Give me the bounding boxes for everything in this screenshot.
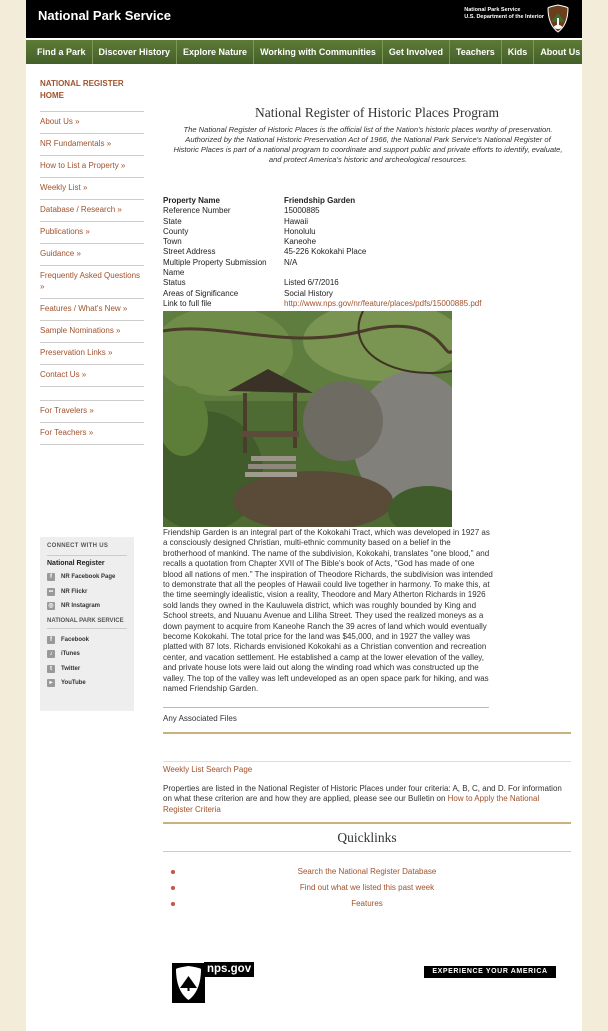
agency-line-1: National Park Service — [464, 7, 521, 13]
connect-header: CONNECT WITH US — [47, 543, 127, 556]
nav-teachers[interactable]: Teachers — [450, 40, 502, 64]
prop-value: N/A — [284, 257, 298, 267]
intro-paragraph: The National Register of Historic Places is the official list of the Nation's historic places worthy of preservation. Authorized by the National Historic Preservation Act of 1966, the National Park Service's National Register of Historic Places is part of a national program to coordinate and support public and private efforts to identify, evaluate, and protect America's historic and archeological resources. — [173, 125, 563, 164]
table-row — [163, 206, 571, 216]
agency-text — [464, 7, 544, 21]
table-row — [163, 217, 571, 227]
table-row — [163, 289, 571, 299]
sidebar-item-how-to-list[interactable]: How to List a Property » — [40, 155, 144, 177]
prop-key: Link to full file — [163, 298, 212, 308]
prop-key: Town — [163, 237, 182, 247]
footer-nps-gov[interactable]: nps.gov — [204, 962, 254, 977]
quicklinks-title: Quicklinks — [337, 830, 397, 845]
nav-find-a-park[interactable]: Find a Park — [26, 40, 93, 64]
sidebar-divider — [40, 386, 144, 400]
table-row — [163, 237, 571, 247]
page — [26, 0, 582, 1031]
prop-value: 45-226 Kokokahi Place — [284, 247, 367, 257]
agency-line-2: U.S. Department of the Interior — [464, 14, 544, 20]
nps-itunes-link[interactable] — [47, 647, 127, 662]
quicklink-listed-this-week[interactable]: Find out what we listed this past week — [299, 883, 435, 892]
sidebar-item-preservation-links[interactable]: Preservation Links » — [40, 342, 144, 364]
prop-value: Hawaii — [284, 216, 309, 226]
nr-social-title: National Register — [47, 560, 105, 567]
sidebar-item-contact-us[interactable]: Contact Us » — [40, 364, 144, 386]
nav-working-with-communities[interactable]: Working with Communities — [254, 40, 383, 64]
nps-youtube-link[interactable] — [47, 676, 127, 691]
sidebar-item-features[interactable]: Features / What's New » — [40, 298, 144, 320]
main-content — [163, 105, 571, 908]
section-divider — [163, 822, 571, 824]
nps-facebook-label: Facebook — [61, 636, 90, 643]
nr-facebook-link[interactable] — [47, 570, 127, 585]
nps-arrowhead-icon[interactable] — [172, 963, 205, 1003]
prop-value: Honolulu — [284, 226, 316, 236]
description-paragraph: Friendship Garden is an integral part of the Kokokahi Tract, which was developed in 1927 as a consciously designed Christian, multi-ethnic community based on a belief in the brotherhood of mankind. The name of the subdivision, Kokokahi, translates "one blood," and recalls a quotation from Chapter XVII of The Bible's book of Acts, "God has made of one blood all nations of men." The inspiration of Theodore Richards, the subdivision was intended to demonstrate that all the peoples of Hawaii could live together in harmony. To make this, at the time seemingly idealistic, vision a reality, Theodore and Mary Atherton Richards in 1926 sold lands they owned in the Kauluwela district, which was roughly bounded by King and School streets, and Nuuanu Avenue and Liliha Street. They used the realized moneys as a down payment to acquire from Kaneohe Ranch the 39 acres of land which would eventually become Kokokahi. The total price for the land was $45,000, and in 1927 the valley was platted with 87 lots. Richards envisioned Kokokahi as a Christian convention and recreation center, and vacation settlement. He established a camp at the lower elevation of the valley, and private house lots were laid out along the winding road which was constructed up the valley. The top of the valley was left undeveloped as an open space park for hiking, and was named Friendship Garden. — [163, 528, 493, 694]
sidebar-item-guidance[interactable]: Guidance » — [40, 243, 144, 265]
nps-twitter-label: Twitter — [61, 665, 81, 672]
table-row — [163, 258, 571, 279]
nps-twitter-link[interactable] — [47, 662, 127, 677]
nps-arrowhead-icon[interactable] — [547, 4, 569, 33]
nav-about-us[interactable]: About Us — [540, 47, 581, 57]
prop-key: Multiple Property Submission Name — [163, 257, 267, 278]
sidebar-item-sample-nominations[interactable]: Sample Nominations » — [40, 320, 144, 342]
prop-key: Reference Number — [163, 206, 231, 216]
prop-key: County — [163, 226, 189, 236]
prop-key: Property Name — [163, 196, 220, 205]
top-bar — [26, 0, 582, 38]
friendship-garden-photo — [163, 311, 452, 527]
prop-key: Areas of Significance — [163, 288, 239, 298]
weekly-list-search-link[interactable]: Weekly List Search Page — [163, 765, 253, 774]
criteria-text: Properties are listed in the National Register of Historic Places under four criteria: A, B, C, and D. For information on what these criterion are and how they are applied, please see our Bulletin on — [163, 784, 562, 804]
prop-value: Listed 6/7/2016 — [284, 278, 339, 288]
nr-instagram-link[interactable] — [47, 599, 127, 614]
quicklink-features[interactable]: Features — [351, 899, 383, 908]
nr-facebook-label: NR Facebook Page — [61, 574, 116, 581]
nps-facebook-link[interactable] — [47, 633, 127, 648]
sidebar-title[interactable]: NATIONAL REGISTER HOME — [40, 79, 124, 100]
full-file-link[interactable]: http://www.nps.gov/nr/feature/places/pdfs/15000885.pdf — [284, 298, 482, 308]
section-divider — [163, 732, 571, 734]
twitter-icon: t — [47, 665, 55, 673]
associated-files[interactable]: Any Associated Files — [163, 707, 489, 723]
sidebar-item-weekly-list[interactable]: Weekly List » — [40, 177, 144, 199]
prop-value: 15000885 — [284, 206, 320, 216]
table-row — [163, 227, 571, 237]
footer-tagline: EXPERIENCE YOUR AMERICA — [424, 966, 556, 978]
main-nav — [26, 40, 582, 64]
nps-social-title: NATIONAL PARK SERVICE — [47, 617, 127, 629]
sidebar-divider — [40, 444, 144, 445]
nr-flickr-label: NR Flickr — [61, 588, 88, 595]
nps-itunes-label: iTunes — [61, 651, 80, 658]
table-row — [163, 278, 571, 288]
criteria-paragraph — [163, 784, 567, 815]
nr-flickr-link[interactable] — [47, 585, 127, 600]
flickr-icon: •• — [48, 588, 54, 595]
nav-discover-history[interactable]: Discover History — [93, 40, 178, 64]
sidebar-item-faq[interactable]: Frequently Asked Questions » — [40, 265, 144, 298]
facebook-icon: f — [47, 636, 55, 644]
page-title: National Register of Historic Places Program — [254, 105, 500, 120]
nav-kids[interactable]: Kids — [502, 40, 535, 64]
table-row — [163, 247, 571, 257]
sidebar-item-about-us[interactable]: About Us » — [40, 111, 144, 133]
prop-value: Friendship Garden — [284, 196, 356, 205]
sidebar — [40, 78, 144, 445]
sidebar-item-nr-fundamentals[interactable]: NR Fundamentals » — [40, 133, 144, 155]
sidebar-item-for-travelers[interactable]: For Travelers » — [40, 400, 144, 422]
prop-key: Status — [163, 278, 186, 288]
divider — [163, 761, 571, 762]
nav-explore-nature[interactable]: Explore Nature — [177, 40, 254, 64]
prop-key: State — [163, 216, 182, 226]
table-row — [163, 196, 571, 206]
instagram-icon: ◎ — [48, 603, 54, 610]
nps-youtube-label: YouTube — [61, 680, 86, 687]
itunes-icon: ♪ — [47, 650, 55, 658]
divider — [163, 851, 571, 852]
prop-value: Kaneohe — [284, 237, 317, 247]
site-title[interactable]: National Park Service — [38, 8, 171, 23]
property-table — [163, 196, 571, 309]
prop-value: Social History — [284, 288, 333, 298]
sidebar-item-database-research[interactable]: Database / Research » — [40, 199, 144, 221]
table-row — [163, 299, 571, 309]
connect-box — [40, 537, 134, 711]
prop-key: Street Address — [163, 247, 216, 257]
sidebar-item-publications[interactable]: Publications » — [40, 221, 144, 243]
nr-instagram-label: NR Instagram — [61, 603, 101, 610]
facebook-icon: f — [47, 573, 55, 581]
criteria-bulletin-link[interactable]: How to Apply the National Register Criteria — [163, 794, 540, 814]
quicklink-search-database[interactable]: Search the National Register Database — [297, 867, 437, 876]
youtube-icon: ▸ — [47, 679, 55, 687]
sidebar-item-for-teachers[interactable]: For Teachers » — [40, 422, 144, 444]
nav-get-involved[interactable]: Get Involved — [383, 40, 450, 64]
